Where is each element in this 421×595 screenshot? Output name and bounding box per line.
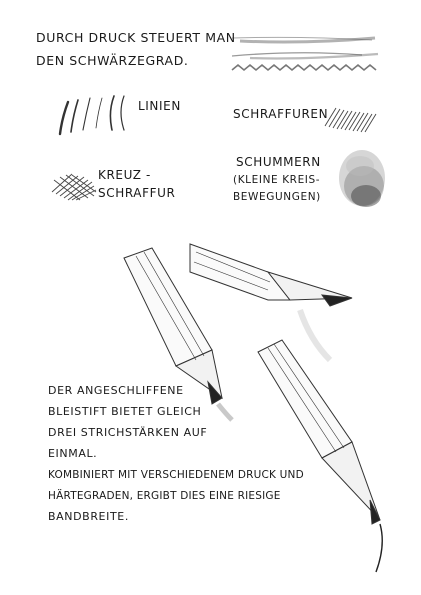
body-line-3: DREI STRICHSTÄRKEN AUF bbox=[48, 426, 208, 439]
body-line-1: DER ANGESCHLIFFENE bbox=[48, 384, 184, 397]
schraffuren-sample bbox=[325, 108, 376, 132]
label-kreuzschraffur-1: KREUZ - bbox=[98, 168, 151, 182]
schummern-sample bbox=[339, 150, 385, 207]
body-line-5: KOMBINIERT MIT VERSCHIEDENEM DRUCK UND bbox=[48, 469, 304, 481]
body-line-6: HÄRTEGRADEN, ERGIBT DIES EINE RIESIGE bbox=[48, 490, 281, 502]
body-line-2: BLEISTIFT BIETET GLEICH bbox=[48, 405, 202, 418]
label-schraffuren: SCHRAFFUREN bbox=[233, 107, 329, 121]
pressure-stroke-samples bbox=[232, 37, 378, 70]
intro-line-1: DURCH DRUCK STEUERT MAN bbox=[36, 30, 236, 45]
intro-line-2: DEN SCHWÄRZEGRAD. bbox=[36, 53, 189, 68]
linien-sample bbox=[60, 96, 124, 134]
label-schummern-note-1: (KLEINE KREIS- bbox=[233, 174, 321, 186]
label-linien: LINIEN bbox=[138, 99, 181, 113]
pencil-drawing-1 bbox=[190, 244, 352, 360]
body-line-4: EINMAL. bbox=[48, 447, 98, 460]
kreuzschraffur-sample bbox=[52, 174, 96, 200]
label-kreuzschraffur-2: SCHRAFFUR bbox=[98, 186, 176, 200]
pencil-drawing-3 bbox=[258, 340, 382, 572]
body-line-7: BANDBREITE. bbox=[48, 510, 129, 523]
label-schummern: SCHUMMERN bbox=[236, 155, 321, 169]
label-schummern-note-2: BEWEGUNGEN) bbox=[233, 191, 321, 203]
